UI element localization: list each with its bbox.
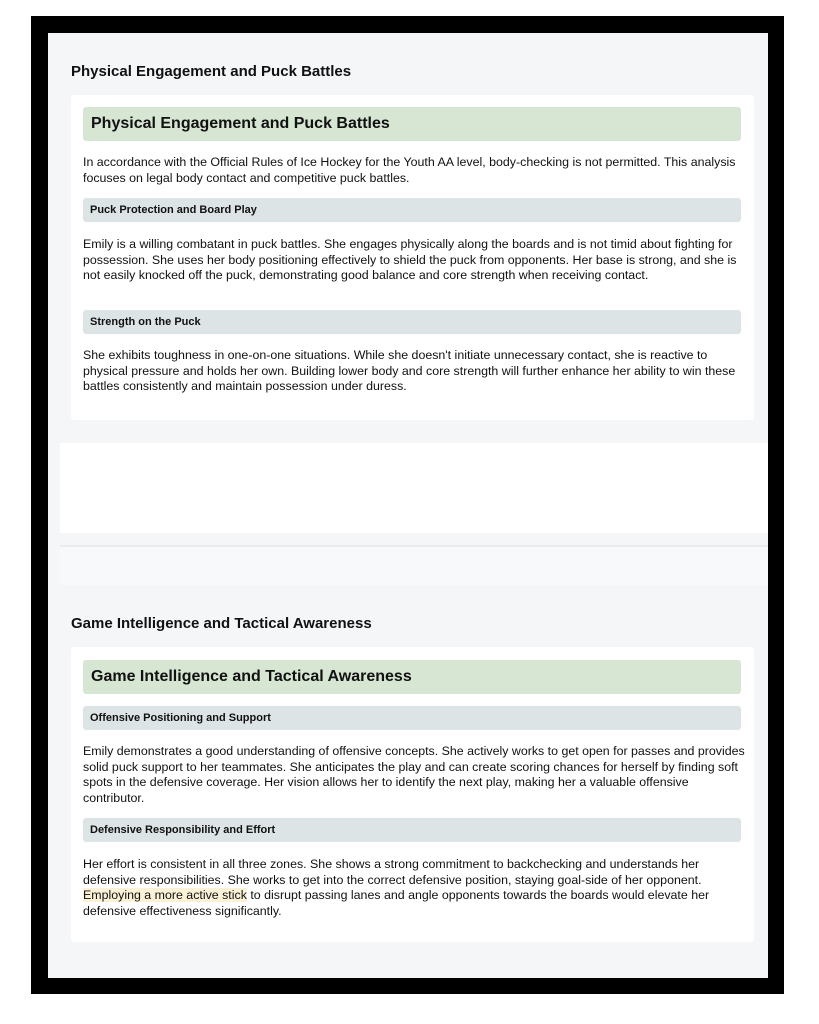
card-physical-engagement — [71, 95, 754, 420]
intro-paragraph: In accordance with the Official Rules of Ice Hockey for the Youth AA level, body-checking is not permitted. This analysis focuses on legal body contact and competitive puck battles. — [83, 155, 736, 185]
subheading-offensive-positioning: Offensive Positioning and Support — [83, 706, 741, 730]
paragraph-defensive-responsibility — [83, 857, 745, 919]
report-page — [48, 33, 768, 978]
defensive-text-end: to disrupt passing lanes and angle opponents towards the boards would elevate her defensive effectiveness significantly. — [83, 888, 710, 918]
card-heading-game-intelligence: Game Intelligence and Tactical Awareness — [83, 660, 741, 694]
subheading-puck-protection: Puck Protection and Board Play — [83, 198, 741, 222]
paragraph-puck-protection: Emily is a willing combatant in puck battles. She engages physically along the boards and is not timid about fighting for possession. She uses her body positioning effectively to shield the puck from opponents. Her base is strong, and she is not easily knocked off the puck, demonstrating good balance and core strength when receiving contact. — [83, 237, 737, 282]
blank-area-lower — [60, 547, 768, 585]
subheading-strength-on-puck: Strength on the Puck — [83, 310, 741, 334]
highlighted-phrase: Employing a more active stick — [83, 888, 247, 902]
defensive-text-start: Her effort is consistent in all three zones. She shows a strong commitment to backchecking and understands her defensive responsibilities. She works to get into the correct defensive position, staying goal-side of her opponent. — [83, 857, 702, 887]
paragraph-strength-on-puck: She exhibits toughness in one-on-one situations. While she doesn't initiate unnecessary contact, she is reactive to physical pressure and holds her own. Building lower body and core strength will further enhance her ability to win these battles consistently and maintain possession under duress. — [83, 348, 736, 393]
section-title-physical: Physical Engagement and Puck Battles — [71, 63, 352, 80]
paragraph-offensive-positioning: Emily demonstrates a good understanding of offensive concepts. She actively works to get open for passes and provides solid puck support to her teammates. She anticipates the play and can create scoring chances for herself by finding soft spots in the defensive coverage. Her vision allows her to identify the next play, making her a valuable offensive contributor. — [83, 744, 745, 805]
section-title-game-intelligence: Game Intelligence and Tactical Awareness — [71, 615, 372, 632]
blank-area — [60, 443, 768, 533]
subheading-defensive-responsibility: Defensive Responsibility and Effort — [83, 818, 741, 842]
card-heading-physical: Physical Engagement and Puck Battles — [83, 107, 741, 141]
card-game-intelligence — [71, 647, 754, 942]
